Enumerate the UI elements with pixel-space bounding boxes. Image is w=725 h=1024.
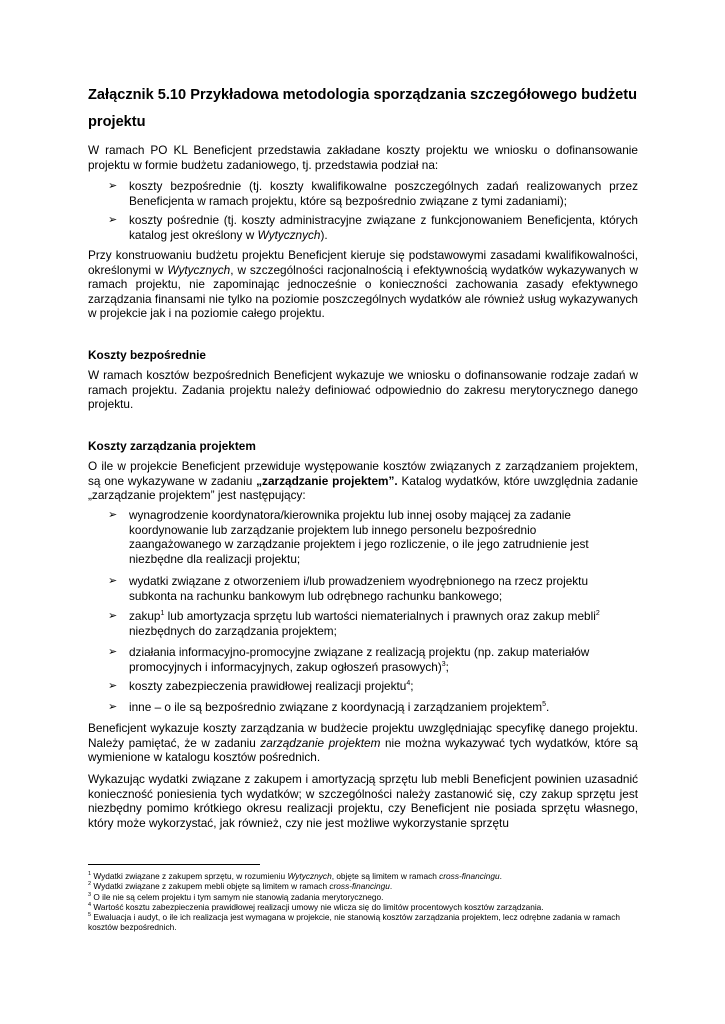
paragraph: O ile w projekcie Beneficjent przewiduje występowanie kosztów związanych z zarządzaniem projektem, są one wykazywane w zadaniu „zarządzanie projektem”. Katalog wydatków, które uwzględnia zadanie „zarządzanie projektem” jest następujący: <box>88 459 639 503</box>
paragraph: W ramach kosztów bezpośrednich Beneficjent wykazuje we wniosku o dofinansowanie rodzaje zadań w ramach projektu. Zadania projektu należy definiować odpowiednio do zakresu merytorycznego danego projektu. <box>88 368 638 412</box>
page-title: Załącznik 5.10 Przykładowa metodologia sporządzania szczegółowego budżetu projektu <box>88 87 638 130</box>
footnote: $^4$ Wartość kosztu zabezpieczenia prawidłowej realizacji umowy nie wlicza się do limitów procentowych kosztów zarządzania. <box>88 902 544 912</box>
list-item: ➢ zakup$^1$ lub amortyzacja sprzętu lub wartości niematerialnych i prawnych oraz zakup mebli$^2$ niezbędnych do zarządzania projektem; <box>108 609 600 638</box>
footnote-divider <box>88 864 260 865</box>
footnote-ref: 1 <box>160 610 165 618</box>
paragraph: Beneficjent wykazuje koszty zarządzania w budżecie projektu uwzględniając specyfikę danego projektu. Należy pamiętać, że w zadaniu zarządzanie projektem nie można wykazywać tych wydatków, które są wymienione w katalogu kosztów pośrednich. <box>88 721 638 765</box>
paragraph: Wykazując wydatki związane z zakupem i amortyzacją sprzętu lub mebli Beneficjent powinien uzasadnić konieczność poniesienia tych wydatków; w szczególności należy zastanowić się, czy zakup sprzętu jest niezbędny pomimo krótkiego okresu realizacji projektu, czy Beneficjent nie posiada sprzętu własnego, który może wykorzystać, jak również, czy nie jest możliwe wykorzystanie sprzętu <box>88 772 638 830</box>
footnote-ref: 5 <box>542 701 547 709</box>
footnote-ref: 4 <box>406 680 411 688</box>
arrow-bullet-icon: ➢ <box>108 509 118 521</box>
section-heading: Koszty zarządzania projektem <box>88 439 256 453</box>
list-item: ➢ koszty pośrednie (tj. koszty administracyjne związane z funkcjonowaniem Beneficjenta, których katalog jest określony w Wytycznych). <box>108 213 638 242</box>
footnote-ref: 2 <box>595 610 600 618</box>
footnote: $^5$ Ewaluacja i audyt, o ile ich realizacja jest wymagana w projekcie, nie stanowią kosztów zarządzania projektem, lecz odrębne zadania w ramach kosztów bezpośrednich. <box>88 912 621 933</box>
footnote-ref: 3 <box>441 660 446 668</box>
arrow-bullet-icon: ➢ <box>108 701 118 713</box>
paragraph: Przy konstruowaniu budżetu projektu Beneficjent kieruje się podstawowymi zasadami kwalifikowalności, określonymi w Wytycznych, w szczególności racjonalnością i efektywnością wydatków wykazywanych w ramach projektu, nie zapominając jednocześnie o konieczności zachowania zasady efektywnego zarządzania finansami nie tylko na poziomie poszczególnych wydatków ale również usług wykazywanych w projekcie jak i na poziomie całego projektu. <box>88 248 638 321</box>
intro-paragraph: W ramach PO KL Beneficjent przedstawia zakładane koszty projektu we wniosku o dofinansowanie projektu w formie budżetu zadaniowego, tj. przedstawia podział na: <box>88 143 638 172</box>
section-heading: Koszty bezpośrednie <box>88 348 206 362</box>
arrow-bullet-icon: ➢ <box>108 575 118 587</box>
list-item: ➢ koszty bezpośrednie (tj. koszty kwalifikowalne poszczególnych zadań realizowanych przez Beneficjenta w ramach projektu, które są bezpośrednio związane z tymi zadaniami); <box>108 179 638 208</box>
footnote: $^2$ Wydatki związane z zakupem mebli objęte są limitem w ramach cross-financingu. <box>88 881 393 891</box>
list-item: ➢ koszty zabezpieczenia prawidłowej realizacji projektu$^4$; <box>108 679 414 693</box>
list-item: ➢ inne – o ile są bezpośrednio związane z koordynacją i zarządzaniem projektem$^5$. <box>108 700 550 714</box>
list-item: ➢ wynagrodzenie koordynatora/kierownika projektu lub innej osoby mającej za zadanie koordynowanie lub zarządzanie projektem lub innego personelu bezpośrednio zaangażowanego w zarządzanie projektem i jego rozliczenie, o ile jego zatrudnienie jest niezbędne dla realizacji projektu; <box>108 508 589 566</box>
arrow-bullet-icon: ➢ <box>108 180 118 192</box>
footnote: $^1$ Wydatki związane z zakupem sprzętu, w rozumieniu Wytycznych, objęte są limitem w ramach cross-financingu. <box>88 871 502 881</box>
arrow-bullet-icon: ➢ <box>108 214 118 226</box>
arrow-bullet-icon: ➢ <box>108 680 118 692</box>
arrow-bullet-icon: ➢ <box>108 610 118 622</box>
footnote: $^3$ O ile nie są celem projektu i tym samym nie stanowią zadania merytorycznego. <box>88 892 384 902</box>
list-item: ➢ działania informacyjno-promocyjne związane z realizacją projektu (np. zakup materiałów promocyjnych i informacyjnych, zakup ogłoszeń prasowych)$^3$; <box>108 645 590 674</box>
list-item: ➢ wydatki związane z otworzeniem i/lub prowadzeniem wyodrębnionego na rzecz projektu subkonta na rachunku bankowym lub odrębnego rachunku bankowego; <box>108 574 589 603</box>
arrow-bullet-icon: ➢ <box>108 646 118 658</box>
